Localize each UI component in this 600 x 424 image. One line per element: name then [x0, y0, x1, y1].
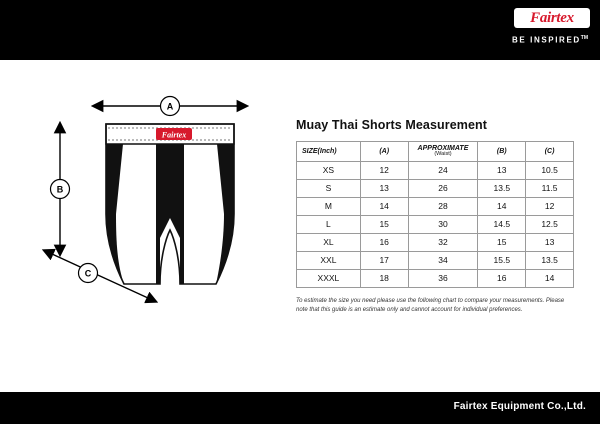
shorts-logo-text: Fairtex — [161, 130, 187, 140]
cell-a: 15 — [360, 215, 408, 233]
cell-c: 11.5 — [526, 180, 574, 198]
size-table — [296, 141, 574, 288]
cell-c: 13.5 — [526, 251, 574, 269]
dimension-b — [51, 132, 70, 246]
cell-size: S — [297, 180, 361, 198]
cell-b: 14 — [478, 197, 526, 215]
cell-size: XS — [297, 162, 361, 180]
measurement-panel — [296, 118, 586, 315]
cell-b: 13.5 — [478, 180, 526, 198]
cell-waist: 28 — [408, 197, 478, 215]
cell-c: 14 — [526, 269, 574, 287]
cell-c: 12 — [526, 197, 574, 215]
cell-size: M — [297, 197, 361, 215]
table-row — [297, 233, 574, 251]
cell-b: 15.5 — [478, 251, 526, 269]
table-row — [297, 269, 574, 287]
cell-b: 15 — [478, 233, 526, 251]
table-row — [297, 215, 574, 233]
cell-size: XXL — [297, 251, 361, 269]
cell-size: L — [297, 215, 361, 233]
fairtex-logo: Fairtex — [514, 8, 590, 28]
cell-waist: 30 — [408, 215, 478, 233]
table-row — [297, 251, 574, 269]
table-row — [297, 162, 574, 180]
cell-waist: 32 — [408, 233, 478, 251]
table-row — [297, 180, 574, 198]
cell-c: 13 — [526, 233, 574, 251]
page-title: Muay Thai Shorts Measurement — [296, 118, 488, 132]
cell-waist: 24 — [408, 162, 478, 180]
cell-a: 12 — [360, 162, 408, 180]
cell-waist: 34 — [408, 251, 478, 269]
dimension-c-label: C — [84, 268, 92, 279]
cell-a: 13 — [360, 180, 408, 198]
cell-b: 16 — [478, 269, 526, 287]
header-approximate-sub: (Waist) — [434, 151, 452, 158]
cell-waist: 26 — [408, 180, 478, 198]
cell-b: 14.5 — [478, 215, 526, 233]
footer-bar — [0, 392, 600, 424]
header-c: (C) — [526, 142, 574, 162]
header-bar — [0, 0, 600, 60]
table-row — [297, 197, 574, 215]
header-a: (A) — [360, 142, 408, 162]
table-body — [297, 162, 574, 287]
dimension-a-label: A — [166, 101, 174, 112]
header-approximate: APPROXIMATE (Waist) — [408, 142, 478, 162]
cell-c: 10.5 — [526, 162, 574, 180]
brand-tagline: BE INSPIRED™ — [512, 35, 588, 45]
brand-block — [470, 8, 590, 45]
cell-size: XXXL — [297, 269, 361, 287]
cell-c: 12.5 — [526, 215, 574, 233]
cell-a: 17 — [360, 251, 408, 269]
trademark-mark: TM — [580, 35, 588, 41]
table-header-row — [297, 142, 574, 162]
shorts-illustration — [106, 124, 234, 284]
cell-a: 14 — [360, 197, 408, 215]
cell-a: 16 — [360, 233, 408, 251]
header-b: (B) — [478, 142, 526, 162]
company-name: Fairtex Equipment Co.,Ltd. — [453, 401, 586, 412]
cell-size: XL — [297, 233, 361, 251]
shorts-diagram — [20, 88, 280, 318]
cell-a: 18 — [360, 269, 408, 287]
dimension-a — [102, 97, 238, 116]
cell-waist: 36 — [408, 269, 478, 287]
dimension-b-label: B — [56, 184, 64, 195]
cell-b: 13 — [478, 162, 526, 180]
header-size: SIZE(Inch) — [297, 142, 361, 162]
sizing-note: To estimate the size you need please use the following chart to compare your measurements. Please note that this guide is an estimate only and cannot account for individual preferences. — [296, 297, 565, 313]
